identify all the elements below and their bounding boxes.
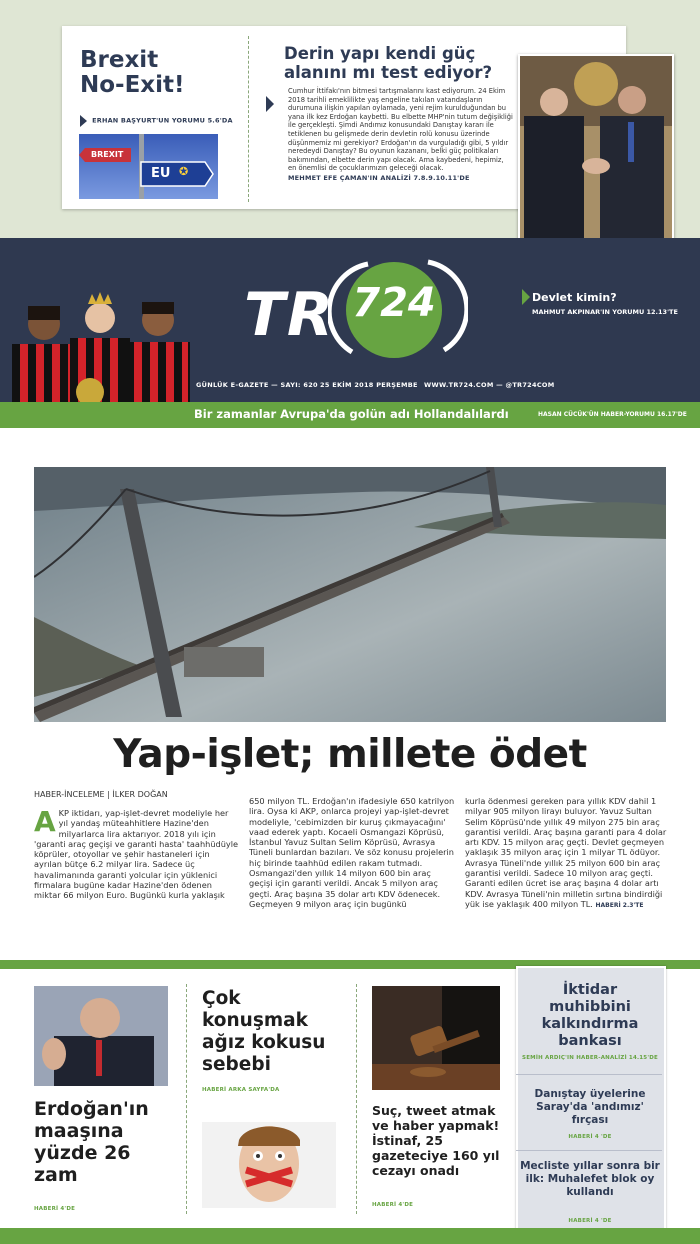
side-danistay-ref: HABERİ 4 'DE <box>568 1134 612 1140</box>
side-divider-1 <box>516 1074 662 1075</box>
erdogan-maas-headline[interactable]: Erdoğan'ın maaşına yüzde 26 zam <box>34 1098 149 1186</box>
brexit-author-line <box>80 110 233 129</box>
erdogan-photo <box>34 986 168 1086</box>
article-col-2: 650 milyon TL. Erdoğan'ın ifadesiyle 650 katrilyon lira. Oysa ki AKP, onlarca projeyi yap-işlet-devret modeliyle, 'cebimizden bir kuruş çıkmayacağını' vaad ederek yaptı. Kocaeli Osmangazi Köprüsü, İstanbul Yavuz Sultan Selim Köprüsü, Avrasya Tüneli bunlardan bazıları. Ve söz konusu projelerin hiç birinde taahhüd edilen rakam tutmadı. Osmangazi'den yıllık 14 milyon 600 bin araç geçişi için garanti verildi. Ancak 5 milyon araç geçti. Araç başına 35 dolar artı KDV ödenecek. Geçmeyen 9 milyon araç için bugünkü <box>249 796 455 909</box>
bottom-green-strip <box>0 1228 700 1244</box>
taped-mouth-photo <box>202 1122 336 1208</box>
brexit-author: ERHAN BAŞYURT'UN YORUMU 5.6'DA <box>92 116 233 125</box>
brexit-headline[interactable]: Brexit No-Exit! <box>80 47 185 98</box>
issue-info: GÜNLÜK E-GAZETE — SAYI: 620 <box>196 381 318 389</box>
devlet-author: MAHMUT AKPINAR'IN YORUMU 12.13'TE <box>532 308 678 316</box>
erdogan-maas-ref: HABERİ 4'DE <box>34 1206 76 1212</box>
eu-stars-icon: ✪ <box>179 165 189 178</box>
brexit-sign-image <box>79 134 218 199</box>
triangle-bullet-icon <box>266 96 274 112</box>
bottom-divider-2 <box>356 984 357 1214</box>
main-headline[interactable]: Yap-işlet; millete ödet <box>113 732 587 777</box>
gavel-photo <box>372 986 500 1090</box>
side-iktidar-ref: SEMİH ARDIÇ'IN HABER-ANALİZİ 14.15'DE <box>522 1055 658 1061</box>
devlet-headline[interactable]: Devlet kimin? <box>532 291 617 304</box>
logo-724[interactable]: 724 <box>346 262 442 358</box>
top-divider <box>248 36 249 202</box>
dropcap: A <box>34 805 56 838</box>
side-meclis-headline[interactable]: Mecliste yıllar sonra bir ilk: Muhalefet blok oy kullandı <box>520 1160 660 1198</box>
sign-eu-text: EU <box>151 166 171 181</box>
website-link[interactable]: WWW.TR724.COM — @TR724COM <box>424 381 555 389</box>
derin-author: MEHMET EFE ÇAMAN'IN ANALİZİ 7.8.9.10.11'DE <box>288 173 470 182</box>
logo-swoosh-icon <box>328 254 468 364</box>
side-divider-2 <box>516 1150 662 1151</box>
derin-headline[interactable]: Derin yapı kendi güç alanını mı test ediyor? <box>284 44 493 82</box>
bridge-photo <box>34 467 666 722</box>
triangle-bullet-icon <box>80 115 87 127</box>
issue-date: 25 EKİM 2018 PERŞEMBE <box>320 381 418 389</box>
side-danistay-headline[interactable]: Danıştay üyelerine Saray'da 'andımız' fırçası <box>534 1088 646 1126</box>
sign-brexit-text: BREXIT <box>91 150 124 159</box>
cok-konusmak-headline[interactable]: Çok konuşmak ağız kokusu sebebi <box>202 988 326 1075</box>
derin-body: Cumhur İttifakı'nın bitmesi tartışmalarını kast ediyorum. 24 Ekim 2018 tarihli emeklilikte yaş engeline takılan vatandaşların durumuna ilişkin yapılan oylamada, yeni rejim kurulduğundan bu yana ilk kez Erdoğan kaybetti. Bu elbette MHP'nin tutum değişikliği ile gerçekleşti. Şimdi Andımız konusundaki Danıştay kararı ile tetiklenen bu gelişmede derin devletin rolü konusu üzerinde düşünmemiz mi gerekiyor? Erdoğan'ın da vurguladığı gibi, 5 yıldır neredeydi Danıştay? Bu oyunun kazananı, belki güç politikaları bakımından, elbette derin yapı olacak. Ama kaybedeni, hepimiz, en önemlisi de çocuklarımızın geleceği olacak. MEHMET EFE ÇAMAN'IN ANALİZİ 7.8.9.10.11'DE <box>288 87 513 182</box>
triangle-bullet-icon <box>522 289 530 305</box>
side-meclis-ref: HABERİ 4 'DE <box>568 1218 612 1224</box>
hollanda-author: HASAN CÜCÜK'ÜN HABER-YORUMU 16.17'DE <box>538 411 687 418</box>
bottom-divider-1 <box>186 984 187 1214</box>
article-ref[interactable]: HABERİ 2.3'TE <box>595 901 644 909</box>
article-col-1: AKP iktidarı, yap-işlet-devret modeliyle her yıl yandaş müteahhitlere Hazine'den milyarlarca lira aktarıyor. 2018 yılı için 'garanti araç geçişi ve garanti hasta' taahhüdüyle köprüler, otoyollar ve şehir hastaneleri için ayrılan bütçe 6.2 milyar lira. Sadece üç havalimanında garanti yolcular için yüklenici firmalara bugüne kadar Hazine'den ödenen miktar 66 milyon Euro. Bugünkü kurla yaklaşık <box>34 805 239 901</box>
article-col-3: kurla ödenmesi gereken para yıllık KDV dahil 1 milyar 905 milyon lirayı buluyor. Yavuz Sultan Selim Köprüsü'nde yıllık 49 milyon 275 bin araç garantisi verildi. Araç başına garanti para 4 dolar artı KDV. 15 milyon araç geçti. Devlet geçmeyen yaklaşık 35 milyon araç için 1 milyar TL ödüyor. Avrasya Tüneli'nde yıllık 25 milyon 600 bin araç garantisi verildi. Sadece 10 milyon araç geçti. Garanti edilen ücret ise araç başına 4 dolar artı KDV. Avrasya Tüneli'nin milletin sırtına bindirdiği yük ise yaklaşık 400 milyon TL. HABERİ 2.3'TE <box>465 796 667 909</box>
erdogan-bahceli-photo <box>518 54 674 250</box>
logo-tr[interactable]: TR <box>244 280 336 350</box>
suc-tweet-ref: HABERİ 4'DE <box>372 1202 414 1208</box>
side-iktidar-headline[interactable]: İktidar muhibbini kalkındırma bankası <box>541 982 639 1049</box>
cok-konusmak-ref: HABERİ ARKA SAYFA'DA <box>202 1087 280 1093</box>
main-byline: HABER-İNCELEME | İLKER DOĞAN <box>34 790 168 799</box>
hollanda-headline[interactable]: Bir zamanlar Avrupa'da golün adı Hollandalılardı <box>194 407 509 421</box>
suc-tweet-headline[interactable]: Suç, tweet atmak ve haber yapmak! İstinaf, 25 gazeteciye 160 yıl cezayı onadı <box>372 1103 500 1178</box>
